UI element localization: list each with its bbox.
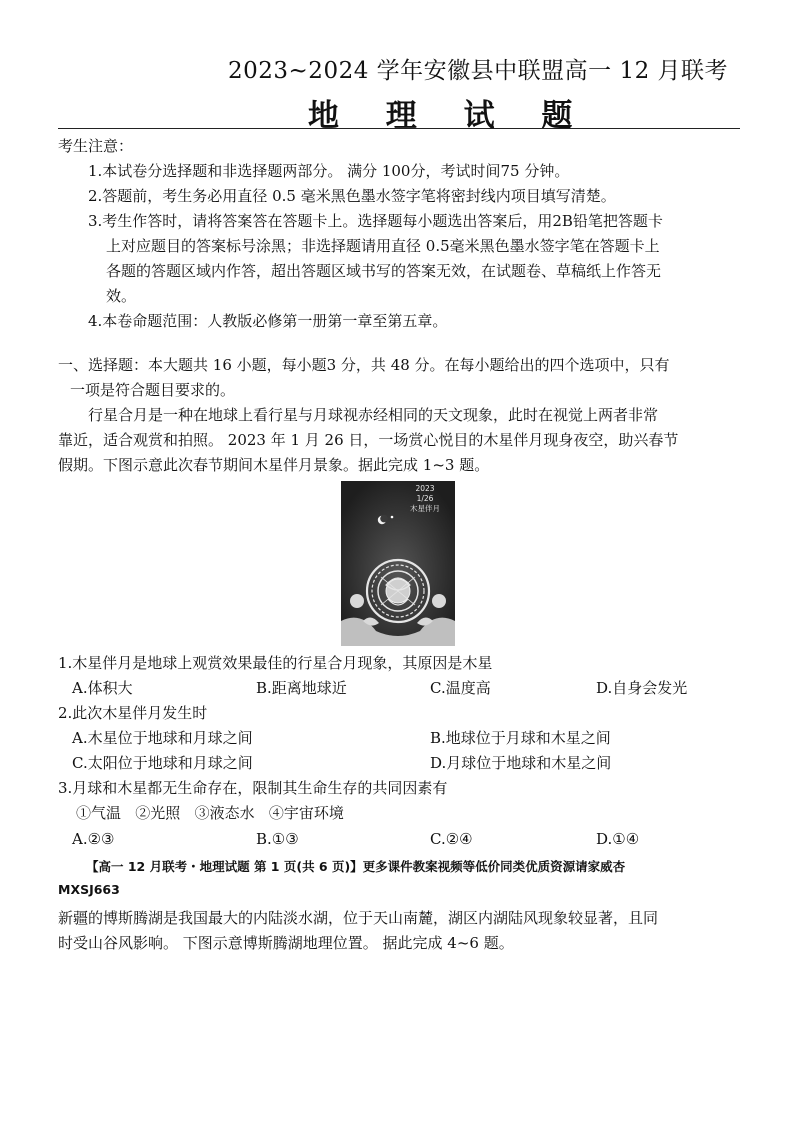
section-heading-line-1: 一、选择题：本大题共 16 小题，每小题3 分，共 48 分。在每小题给出的四个选项中，只有 <box>58 356 670 374</box>
question-3-option-b: B.①③ <box>256 830 299 848</box>
subject-title: 地 理 试 题 <box>308 98 591 134</box>
question-3-option-a: A.②③ <box>72 830 115 848</box>
passage-2-line-1: 新疆的博斯腾湖是我国最大的内陆淡水湖，位于天山南麓，湖区内湖陆风现象较显著，且同 <box>58 909 659 927</box>
question-2-option-c: C.太阳位于地球和月球之间 <box>72 754 253 772</box>
notice-item-4: 4.本卷命题范围：人教版必修第一册第一章至第五章。 <box>88 312 448 330</box>
question-3-option-c: C.②④ <box>430 830 473 848</box>
question-3-stem: 3.月球和木星都无生命存在，限制其生命生存的共同因素有 <box>58 779 448 797</box>
jupiter-dot <box>391 516 394 519</box>
notice-heading: 考生注意： <box>58 137 134 155</box>
notice-item-2: 2.答题前，考生务必用直径 0.5 毫米黑色墨水签字笔将密封线内项目填写清楚。 <box>88 187 616 205</box>
exam-title: 2023~2024 学年安徽县中联盟高一 12 月联考 <box>228 58 729 84</box>
question-2-option-d: D.月球位于地球和木星之间 <box>430 754 612 772</box>
question-1-option-a: A.体积大 <box>72 679 133 697</box>
passage-2-line-2: 时受山谷风影响。 下图示意博斯腾湖地理位置。 据此完成 4~6 题。 <box>58 934 514 952</box>
question-2-stem: 2.此次木星伴月发生时 <box>58 704 208 722</box>
question-1-option-b: B.距离地球近 <box>256 679 347 697</box>
notice-item-1: 1.本试卷分选择题和非选择题两部分。 满分 100分，考试时间75 分钟。 <box>88 162 570 180</box>
question-1-stem: 1.木星伴月是地球上观赏效果最佳的行星合月现象，其原因是木星 <box>58 654 493 672</box>
footer-code: MXSJ663 <box>58 882 120 897</box>
passage-line-2: 靠近，适合观赏和拍照。 2023 年 1 月 26 日，一场赏心悦目的木星伴月现身夜空，助兴春节 <box>58 431 679 449</box>
question-3-factors: ①气温 ②光照 ③液态水 ④宇宙环境 <box>76 804 344 822</box>
section-heading-line-2: 一项是符合题目要求的。 <box>70 381 236 399</box>
photo-date: 1/26 <box>416 494 434 503</box>
question-3-option-d: D.①④ <box>596 830 640 848</box>
question-1-option-c: C.温度高 <box>430 679 491 697</box>
passage-line-1: 行星合月是一种在地球上看行星与月球视赤经相同的天文现象，此时在视觉上两者非常 <box>88 406 659 424</box>
question-1-option-d: D.自身会发光 <box>596 679 688 697</box>
jupiter-moon-photo <box>341 481 455 646</box>
jupiter-moon-illustration <box>341 481 455 646</box>
question-2-option-b: B.地球位于月球和木星之间 <box>430 729 611 747</box>
photo-year: 2023 <box>415 484 435 493</box>
notice-item-3-line-4: 效。 <box>106 287 137 305</box>
photo-caption: 木星伴月 <box>410 504 440 513</box>
question-2-option-a: A.木星位于地球和月球之间 <box>72 729 253 747</box>
header-divider <box>58 128 740 129</box>
notice-item-3-line-1: 3.考生作答时，请将答案答在答题卡上。选择题每小题选出答案后，用2B铅笔把答题卡 <box>88 212 663 230</box>
notice-item-3-line-2: 上对应题目的答案标号涂黑；非选择题请用直径 0.5毫米黑色墨水签字笔在答题卡上 <box>106 237 660 255</box>
page-footer: 【高一 12 月联考・地理试题 第 1 页(共 6 页)】更多课件教案视频等低价同类优质资源请家威杏 <box>86 859 626 874</box>
passage-line-3: 假期。下图示意此次春节期间木星伴月景象。据此完成 1~3 题。 <box>58 456 490 474</box>
notice-item-3-line-3: 各题的答题区域内作答，超出答题区域书写的答案无效，在试题卷、草稿纸上作答无 <box>106 262 662 280</box>
